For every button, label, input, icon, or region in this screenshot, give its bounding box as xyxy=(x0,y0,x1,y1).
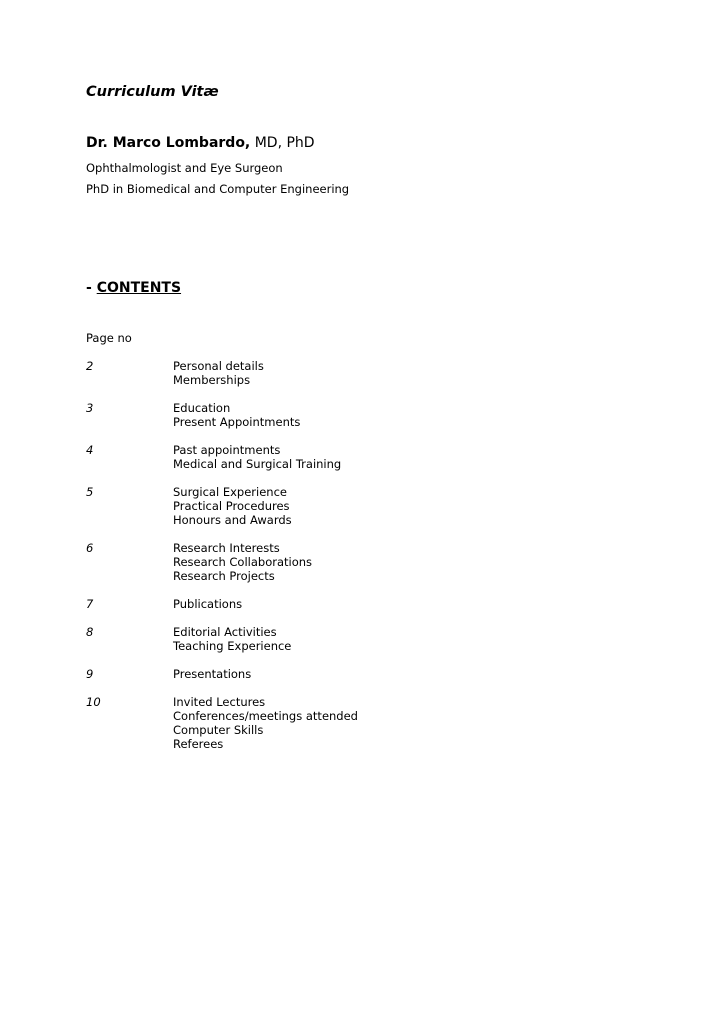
toc-entry xyxy=(86,359,586,387)
toc-entry xyxy=(86,401,586,429)
toc-page-number: 2 xyxy=(86,359,94,373)
toc-page-number: 7 xyxy=(86,597,94,611)
toc-section-title: Education xyxy=(173,401,231,415)
author-line xyxy=(86,135,315,151)
toc-section-title: Computer Skills xyxy=(173,723,264,737)
toc-section-list xyxy=(173,625,291,653)
toc-section-title: Conferences/meetings attended xyxy=(173,709,358,723)
table-of-contents xyxy=(86,359,586,765)
toc-page-number: 6 xyxy=(86,541,94,555)
toc-section-title: Publications xyxy=(173,597,243,611)
toc-section-list xyxy=(173,695,358,751)
toc-page-number: 5 xyxy=(86,485,94,499)
toc-page-number: 3 xyxy=(86,401,94,415)
contents-heading-text: CONTENTS xyxy=(96,280,182,296)
toc-section-list xyxy=(173,597,242,611)
toc-entry xyxy=(86,667,586,681)
toc-section-title: Presentations xyxy=(173,667,252,681)
toc-section-title: Practical Procedures xyxy=(173,499,290,513)
toc-page-number: 4 xyxy=(86,443,94,457)
toc-section-title: Referees xyxy=(173,737,224,751)
toc-section-title: Teaching Experience xyxy=(173,639,292,653)
toc-section-title: Honours and Awards xyxy=(173,513,292,527)
toc-section-list xyxy=(173,359,264,387)
toc-section-list xyxy=(173,485,292,527)
author-credentials: MD, PhD xyxy=(250,135,315,151)
toc-entry xyxy=(86,695,586,751)
toc-section-title: Invited Lectures xyxy=(173,695,266,709)
toc-section-list xyxy=(173,541,312,583)
toc-section-list xyxy=(173,401,300,429)
toc-entry xyxy=(86,541,586,583)
toc-page-number: 9 xyxy=(86,667,94,681)
page-no-column-label: Page no xyxy=(86,331,132,345)
toc-section-title: Research Collaborations xyxy=(173,555,313,569)
author-degree: PhD in Biomedical and Computer Engineering xyxy=(86,182,350,196)
toc-section-title: Memberships xyxy=(173,373,251,387)
toc-section-title: Past appointments xyxy=(173,443,281,457)
toc-section-title: Editorial Activities xyxy=(173,625,277,639)
toc-section-title: Personal details xyxy=(173,359,264,373)
toc-section-list xyxy=(173,443,341,471)
toc-entry xyxy=(86,597,586,611)
toc-section-title: Present Appointments xyxy=(173,415,301,429)
toc-section-title: Research Projects xyxy=(173,569,275,583)
author-profession: Ophthalmologist and Eye Surgeon xyxy=(86,161,283,175)
toc-section-title: Medical and Surgical Training xyxy=(173,457,342,471)
toc-entry xyxy=(86,443,586,471)
toc-page-number: 8 xyxy=(86,625,94,639)
toc-entry xyxy=(86,485,586,527)
contents-heading-prefix: - xyxy=(86,280,97,296)
toc-section-title: Research Interests xyxy=(173,541,280,555)
toc-entry xyxy=(86,625,586,653)
contents-heading xyxy=(86,280,181,296)
toc-page-number: 10 xyxy=(86,695,101,709)
toc-section-title: Surgical Experience xyxy=(173,485,287,499)
document-title: Curriculum Vitæ xyxy=(86,84,219,100)
author-name: Dr. Marco Lombardo, xyxy=(86,135,251,151)
toc-section-list xyxy=(173,667,251,681)
